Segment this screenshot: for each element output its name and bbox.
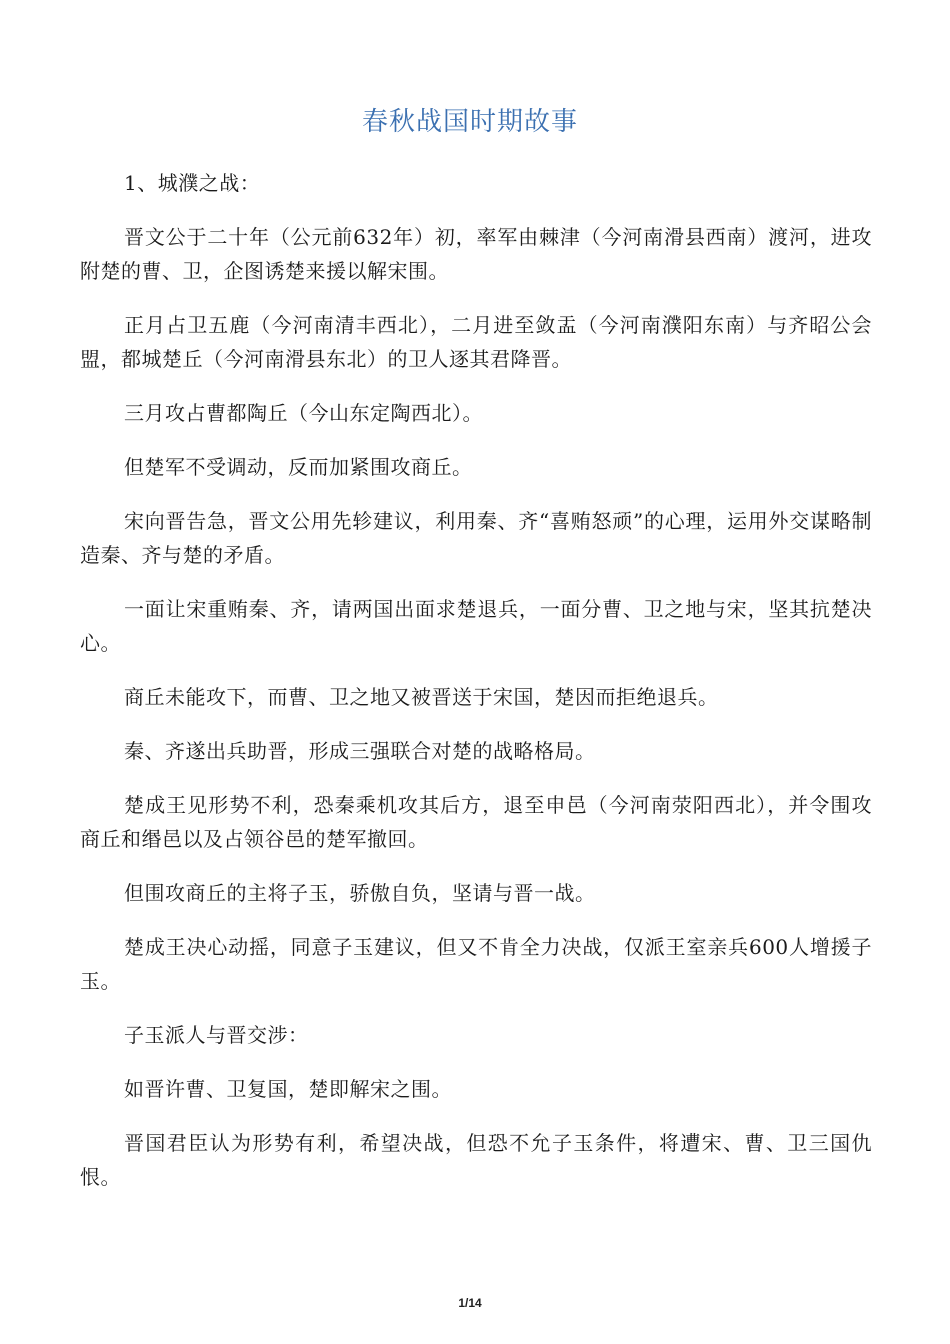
paragraph-heading: 1、城濮之战： bbox=[124, 171, 261, 195]
paragraph: 楚成王决心动摇，同意子玉建议，但又不肯全力决战，仅派王室亲兵600人增援子玉。 bbox=[80, 935, 872, 993]
document-body bbox=[80, 166, 872, 1214]
paragraph: 秦、齐遂出兵助晋，形成三强联合对楚的战略格局。 bbox=[124, 739, 596, 763]
paragraph: 正月占卫五鹿（今河南清丰西北），二月进至敛盂（今河南濮阳东南）与齐昭公会盟，都城楚丘（今河南滑县东北）的卫人逐其君降晋。 bbox=[80, 313, 872, 371]
paragraph: 三月攻占曹都陶丘（今山东定陶西北）。 bbox=[124, 401, 483, 425]
paragraph: 晋国君臣认为形势有利，希望决战，但恐不允子玉条件，将遭宋、曹、卫三国仇恨。 bbox=[80, 1131, 872, 1189]
paragraph: 但楚军不受调动，反而加紧围攻商丘。 bbox=[124, 455, 473, 479]
paragraph: 楚成王见形势不利，恐秦乘机攻其后方，退至申邑（今河南荥阳西北），并令围攻商丘和缗邑以及占领谷邑的楚军撤回。 bbox=[80, 793, 872, 851]
paragraph: 子玉派人与晋交涉： bbox=[124, 1023, 309, 1047]
paragraph: 一面让宋重贿秦、齐，请两国出面求楚退兵，一面分曹、卫之地与宋，坚其抗楚决心。 bbox=[80, 597, 872, 655]
paragraph: 宋向晋告急，晋文公用先轸建议，利用秦、齐“喜贿怒顽”的心理，运用外交谋略制造秦、齐与楚的矛盾。 bbox=[80, 509, 872, 567]
paragraph: 商丘未能攻下，而曹、卫之地又被晋送于宋国，楚因而拒绝退兵。 bbox=[124, 685, 719, 709]
paragraph: 晋文公于二十年（公元前632年）初，率军由棘津（今河南滑县西南）渡河，进攻附楚的曹、卫，企图诱楚来援以解宋围。 bbox=[80, 225, 872, 283]
paragraph: 但围攻商丘的主将子玉，骄傲自负，坚请与晋一战。 bbox=[124, 881, 596, 905]
paragraph: 如晋许曹、卫复国，楚即解宋之围。 bbox=[124, 1077, 452, 1101]
document-title: 春秋战国时期故事 bbox=[361, 107, 578, 137]
page-number: 1/14 bbox=[458, 1296, 482, 1310]
